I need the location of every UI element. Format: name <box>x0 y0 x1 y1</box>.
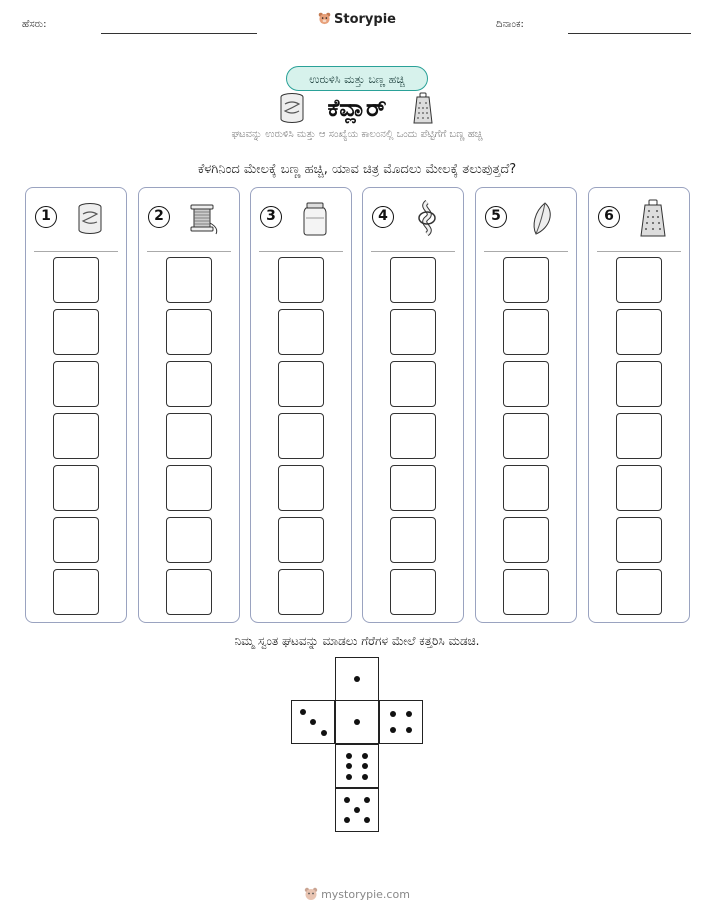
color-box[interactable] <box>166 309 212 355</box>
column-5 <box>475 187 577 623</box>
color-box[interactable] <box>53 361 99 407</box>
bear-logo-icon <box>304 887 318 901</box>
die-pip <box>346 753 352 759</box>
die-pip <box>406 727 412 733</box>
color-box[interactable] <box>503 361 549 407</box>
die-pip <box>390 711 396 717</box>
color-box[interactable] <box>278 517 324 563</box>
color-box[interactable] <box>278 465 324 511</box>
worksheet-title: ಕೆವ್ಲಾರ್ <box>327 94 387 122</box>
question: ಕೆಳಗಿನಿಂದ ಮೇಲಕ್ಕೆ ಬಣ್ಣ ಹಚ್ಚಿ, ಯಾವ ಚಿತ್ರ ಮೊದಲು ಮೇಲಕ್ಕೆ ತಲುಪುತ್ತದೆ? <box>197 162 517 177</box>
color-box[interactable] <box>166 569 212 615</box>
color-box[interactable] <box>616 361 662 407</box>
column-number: 6 <box>598 206 620 228</box>
die-face <box>335 700 379 744</box>
die-pip <box>321 730 327 736</box>
color-box[interactable] <box>278 361 324 407</box>
color-box[interactable] <box>503 465 549 511</box>
color-box[interactable] <box>616 257 662 303</box>
color-box[interactable] <box>278 413 324 459</box>
column-number: 3 <box>260 206 282 228</box>
color-box[interactable] <box>390 517 436 563</box>
divider <box>371 251 455 252</box>
die-pip <box>362 774 368 780</box>
column-3 <box>250 187 352 623</box>
die-pip <box>300 709 306 715</box>
die-pip <box>344 817 350 823</box>
subtitle: ಘಟವನ್ನು ಉರುಳಿಸಿ ಮತ್ತು ಆ ಸಂಖ್ಯೆಯ ಕಾಲಂನಲ್ಲಿ ಒಂದು ಪೆಟ್ಟಿಗೆಗೆ ಬಣ್ಣ ಹಚ್ಚಿ <box>231 129 483 140</box>
bear-logo-icon <box>318 12 331 25</box>
divider <box>147 251 231 252</box>
die-pip <box>354 807 360 813</box>
jar-icon <box>295 198 335 238</box>
color-box[interactable] <box>278 309 324 355</box>
color-box[interactable] <box>390 361 436 407</box>
column-4 <box>362 187 464 623</box>
divider <box>597 251 681 252</box>
name-label: ಹೆಸರು: <box>22 19 47 30</box>
color-box[interactable] <box>53 465 99 511</box>
column-2 <box>138 187 240 623</box>
die-pip <box>364 817 370 823</box>
brand-name: Storypie <box>334 12 396 27</box>
date-line[interactable] <box>568 33 691 34</box>
column-number: 5 <box>485 206 507 228</box>
color-box[interactable] <box>616 309 662 355</box>
color-box[interactable] <box>53 413 99 459</box>
die-pip <box>406 711 412 717</box>
color-box[interactable] <box>390 309 436 355</box>
color-box[interactable] <box>390 465 436 511</box>
column-6 <box>588 187 690 623</box>
cable-spool-icon <box>70 198 110 238</box>
color-box[interactable] <box>616 517 662 563</box>
divider <box>259 251 343 252</box>
grater-icon <box>412 92 434 124</box>
die-pip <box>390 727 396 733</box>
color-box[interactable] <box>503 517 549 563</box>
color-box[interactable] <box>166 517 212 563</box>
color-box[interactable] <box>166 465 212 511</box>
divider <box>34 251 118 252</box>
date-label: ದಿನಾಂಕ: <box>496 19 524 30</box>
color-box[interactable] <box>53 569 99 615</box>
rope-knot-icon <box>407 198 447 238</box>
color-box[interactable] <box>616 569 662 615</box>
color-box[interactable] <box>503 569 549 615</box>
color-box[interactable] <box>278 569 324 615</box>
column-1 <box>25 187 127 623</box>
color-box[interactable] <box>616 465 662 511</box>
color-box[interactable] <box>390 413 436 459</box>
color-box[interactable] <box>53 309 99 355</box>
color-box[interactable] <box>166 413 212 459</box>
color-box[interactable] <box>503 413 549 459</box>
color-box[interactable] <box>278 257 324 303</box>
die-pip <box>362 753 368 759</box>
footer <box>0 887 714 901</box>
grater-icon <box>633 198 673 238</box>
die-pip <box>354 676 360 682</box>
activity-tag: ಉರುಳಿಸಿ ಮತ್ತು ಬಣ್ಣ ಹಚ್ಚಿ <box>286 66 428 91</box>
color-box[interactable] <box>53 257 99 303</box>
die-pip <box>310 719 316 725</box>
color-box[interactable] <box>53 517 99 563</box>
thread-spool-icon <box>183 198 223 238</box>
die-face <box>335 744 379 788</box>
die-pip <box>346 763 352 769</box>
die-face <box>335 657 379 701</box>
leaf-icon <box>520 198 560 238</box>
die-pip <box>346 774 352 780</box>
brand-logo <box>0 12 714 27</box>
die-pip <box>344 797 350 803</box>
color-box[interactable] <box>390 569 436 615</box>
die-face <box>335 788 379 832</box>
divider <box>484 251 568 252</box>
name-line[interactable] <box>101 33 257 34</box>
color-box[interactable] <box>616 413 662 459</box>
column-number: 2 <box>148 206 170 228</box>
die-pip <box>354 719 360 725</box>
color-box[interactable] <box>503 257 549 303</box>
column-number: 1 <box>35 206 57 228</box>
color-box[interactable] <box>390 257 436 303</box>
die-instruction: ನಿಮ್ಮ ಸ್ವಂತ ಘಟವನ್ನು ಮಾಡಲು ಗೆರೆಗಳ ಮೇಲೆ ಕತ್ತರಿಸಿ ಮಡಚಿ. <box>234 634 480 648</box>
footer-url[interactable]: mystorypie.com <box>321 888 410 901</box>
color-box[interactable] <box>166 361 212 407</box>
die-face <box>291 700 335 744</box>
die-pip <box>362 763 368 769</box>
die-pip <box>364 797 370 803</box>
die-face <box>379 700 423 744</box>
color-box[interactable] <box>166 257 212 303</box>
color-box[interactable] <box>503 309 549 355</box>
column-number: 4 <box>372 206 394 228</box>
